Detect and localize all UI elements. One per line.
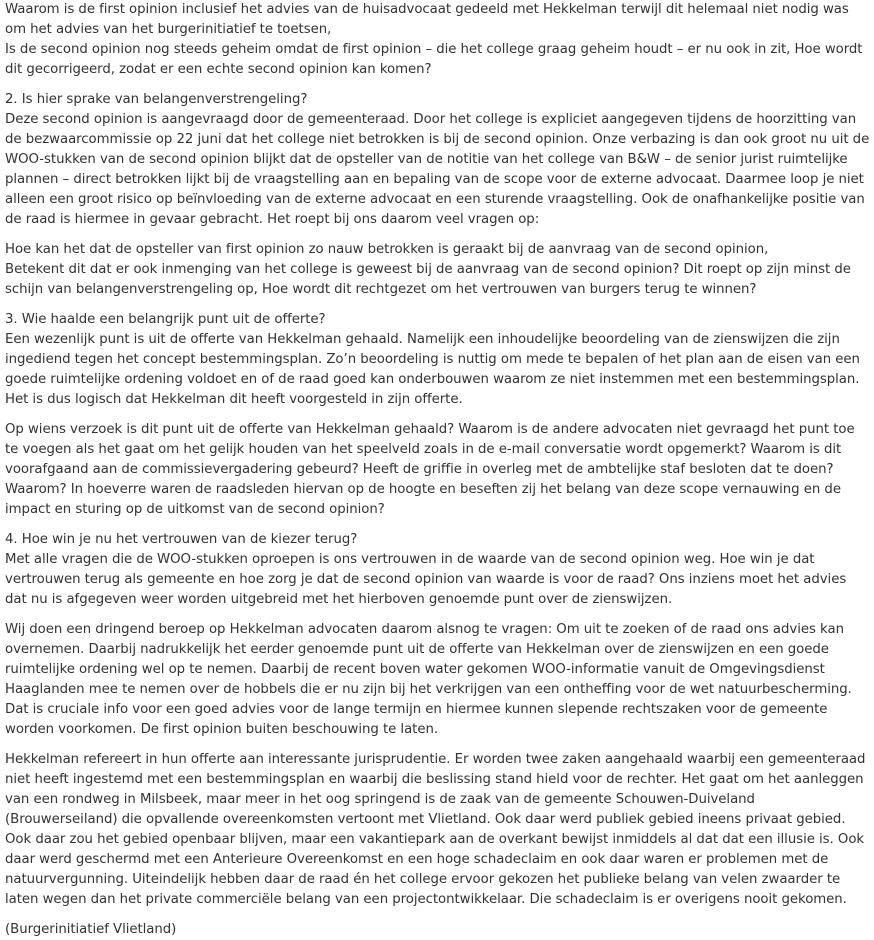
- paragraph-section-3-questions: [5, 420, 871, 520]
- text-line: Hekkelman refereert in hun offerte aan interessante jurisprudentie. Er worden twee zaken aangehaald waarbij een gemeenteraad niet heeft ingestemd met een bestemmingsplan en waarbij die beslissing stand hield voor de rechter. Het gaat om het aanleggen van een rondweg in Milsbeek, maar meer in het oog springend is de zaak van de gemeente Schouwen-Duiveland (Brouwerseiland) die opvallende overeenkomsten vertoont met Vlietland. Ook daar werd publiek gebied ineens privaat gebied. Ook daar zou het gebied openbaar blijven, maar een vakantiepark aan de overkant bewijst inmiddels al dat dat een illusie is. Ook daar werd geschermd met een Anterieure Overeenkomst en een hoge schadeclaim en ook daar waren er problemen met de natuurvergunning. Uiteindelijk hebben daar de raad én het college ervoor gekozen het publieke belang van velen zwaarder te laten wegen dan het private commerciële belang van een projectontwikkelaar. Die schadeclaim is er overigens nooit gekomen.: [5, 752, 866, 907]
- section-heading: 3. Wie haalde een belangrijk punt uit de offerte?: [5, 312, 326, 327]
- text-line: Betekent dit dat er ook inmenging van het college is geweest bij de aanvraag van de second opinion? Dit roept op zijn minst de schijn van belangenverstrengeling op, Hoe wordt dit rechtgezet om het vertrouwen van burgers terug te winnen?: [5, 262, 851, 297]
- paragraph-appeal: [5, 620, 871, 740]
- signature: (Burgerinitiatief Vlietland): [5, 922, 177, 937]
- text-line: Met alle vragen die de WOO-stukken oproepen is ons vertrouwen in de waarde van de second opinion weg. Hoe win je dat vertrouwen terug als gemeente en hoe zorg je dat de second opinion van waarde is voor de raad? Ons inziens moet het advies dat nu is afgegeven weer worden uitgebreid met het hierboven genoemde punt over de zienswijzen.: [5, 552, 847, 607]
- text-line: Hoe kan het dat de opsteller van first opinion zo nauw betrokken is geraakt bij de aanvraag van de second opinion,: [5, 242, 769, 257]
- text-line: Een wezenlijk punt is uit de offerte van Hekkelman gehaald. Namelijk een inhoudelijke beoordeling van de zienswijzen die zijn ingediend tegen het concept bestemmingsplan. Zo’n beoordeling is nuttig om mede te bepalen of het plan aan de eisen van een goede ruimtelijke ordening voldoet en of de raad goed kan onderbouwen waarom ze niet instemmen met een bestemmingsplan. Het is dus logisch dat Hekkelman dit heeft voorgesteld in zijn offerte.: [5, 332, 860, 407]
- paragraph-section-3: [5, 310, 871, 410]
- text-line: Is de second opinion nog steeds geheim omdat de first opinion – die het college graag geheim houdt – er nu ook in zit, Hoe wordt dit gecorrigeerd, zodat er een echte second opinion kan komen?: [5, 42, 863, 77]
- section-heading: 2. Is hier sprake van belangenverstrengeling?: [5, 92, 308, 107]
- text-line: Wij doen een dringend beroep op Hekkelman advocaten daarom alsnog te vragen: Om uit te zoeken of de raad ons advies kan overnemen. Daarbij nadrukkelijk het eerder genoemde punt uit de offerte van Hekkelman over de zienswijzen en een goede ruimtelijke ordening wel op te nemen. Daarbij de recent boven water gekomen WOO-informatie vanuit de Omgevingsdienst Haaglanden mee te nemen over de hobbels die er nu zijn bij het verkrijgen van een ontheffing voor de wet natuurbescherming. Dat is cruciale info voor een goed advies voor de lange termijn en hiermee kunnen slepende rechtszaken voor de gemeente worden voorkomen. De first opinion buiten beschouwing te laten.: [5, 622, 852, 737]
- section-heading: 4. Hoe win je nu het vertrouwen van de kiezer terug?: [5, 532, 358, 547]
- text-line: Deze second opinion is aangevraagd door de gemeenteraad. Door het college is expliciet aangegeven tijdens de hoorzitting van de bezwaarcommissie op 22 juni dat het college niet betrokken is bij de second opinion. Onze verbazing is dan ook groot nu uit de WOO-stukken van de second opinion blijkt dat de opsteller van de notitie van het college van B&W – de senior jurist ruimtelijke plannen – direct betrokken lijkt bij de vraagstelling aan en bepaling van de scope voor de externe advocaat. Daarmee loop je niet alleen een groot risico op beïnvloeding van de externe advocaat en een sturende vraagstelling. Ook de onafhankelijke positie van de raad is hiermee in gevaar gebracht. Het roept bij ons daarom veel vragen op:: [5, 112, 870, 227]
- text-line: Op wiens verzoek is dit punt uit de offerte van Hekkelman gehaald? Waarom is de andere advocaten niet gevraagd het punt toe te voegen als het gaat om het gelijk houden van het speelveld zoals in de e-mail conversatie wordt opgemerkt? Waarom is dit voorafgaand aan de commissievergadering gebeurd? Heeft de griffie in overleg met de ambtelijke staf besloten dat te doen? Waarom? In hoeverre waren de raadsleden hiervan op de hoogte en beseften zij het belang van deze scope vernauwing en de impact en sturing op de uitkomst van de second opinion?: [5, 422, 855, 517]
- paragraph-intro-questions: [5, 0, 871, 80]
- text-line: Waarom is de first opinion inclusief het advies van de huisadvocaat gedeeld met Hekkelman terwijl dit helemaal niet nodig was om het advies van het burgerinitiatief te toetsen,: [5, 2, 849, 37]
- paragraph-jurisprudence: [5, 750, 871, 910]
- paragraph-section-2: [5, 90, 871, 230]
- paragraph-section-4: [5, 530, 871, 610]
- paragraph-section-2-questions: [5, 240, 871, 300]
